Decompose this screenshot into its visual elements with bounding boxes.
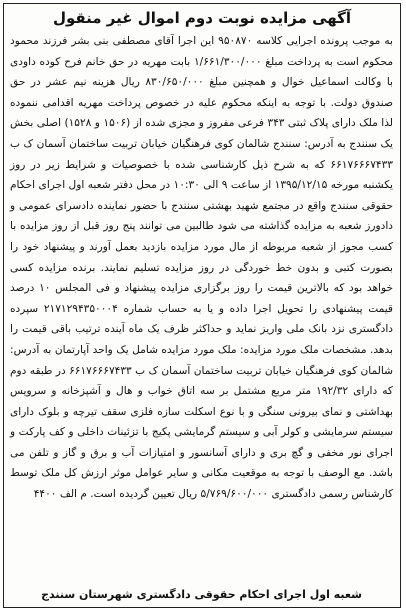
notice-title: آگهی مزایده نوبت دوم اموال غیر منقول <box>52 9 352 27</box>
auction-notice <box>3 3 401 608</box>
notice-paragraph: به موجب پرونده اجرایی کلاسه ۹۵۰۸۷۰ این اجرا آقای مصطفی بنی بشر فرزند محمود محکوم است به پرداخت مبلغ ۱/۶۶۱/۳۰۰/۰۰۰ بابت مهریه در حق خانم فرح کوده داودی با وکالت اسماعیل خوال و همچنین مبلغ ۸۳۰/۶۵۰/۰۰۰ ریال هزینه نیم عشر در حق صندوق دولت. با توجه به اینکه محکوم علیه در خصوص پرداخت مهریه اقدامی ننموده لذا ملک دارای پلاک ثبتی ۳۴۳ فرعی مفروز و مجزی شده از (۱۵۰۶ و ۱۵۲۸) اصلی بخش یک سنندج به آدرس: سنندج شالمان کوی فرهنگیان خیابان تربیت ساختمان آسمان ک ب ۶۶۱۷۶۶۶۷۴۳۳ که به شرح ذیل کارشناسی شده با خصوصیات و شرایط زیر در روز یکشنبه مورخه ۱۳۹۵/۱۲/۱۵ از ساعت ۹ الی ۱۰:۳۰ در محل دفتر شعبه اول اجرای احکام حقوقی سنندج واقع در مجتمع شهید بهشتی سنندج با حضور نماینده دادسرای عمومی و دادورز شعبه به مزایده گذاشته می شود طالبین می توانند پنج روز قبل از روز مزایده با کسب مجوز از شعبه مربوطه از مال مورد مزایده بازدید بعمل آورند و پیشنهاد خود را بصورت کتبی و بدون خط خوردگی در روز مزایده تسلیم نمایند. برنده مزایده کسی خواهد بود که بالاترین قیمت را روز برگزاری مزایده پیشنهاد و فی المجلس ۱۰ درصد قیمت پیشنهادی را تحویل اجرا داده و یا به حساب شماره ۲۱۷۱۲۹۴۳۵۰۰۰۴ سپرده دادگستری نزد بانک ملی واریز نماید و حداکثر ظرف یک ماه آینده ترتیب باقی قیمت را بدهد. مشخصات ملک مورد مزایده: ملک مورد مزایده شامل یک واحد آپارتمان به آدرس: شالمان کوی فرهنگیان خیابان تربیت ساختمان آسمان ک ب ۶۶۱۷۶۶۶۷۴۳۳ در طبقه دوم که دارای ۱۹۲/۳۲ متر مربع مشتمل بر سه اتاق خواب و هال و آشپزخانه و سرویس بهداشتی و نمای بیرونی سنگی و با نوع اسکلت سازه فلزی سقف تیرچه و بلوک دارای سیستم سرمایشی و کولر آبی و سیستم گرمایشی پکیج با تزئینات داخلی و کف پارکت و اجرای نور مخفی و گچ بری و دارای آسانسور و امتیازات آب و برق و گاز و تلفن می باشد. مع الوصف با توجه به موقعیت مکانی و سایر عوامل موثر ارزش کل ملک توسط کارشناس رسمی دادگستری ۵/۷۶۹/۶۰۰/۰۰۰ ریال تعیین گردیده است. م الف ۴۴۰۰ <box>10 35 394 501</box>
notice-body <box>10 31 393 505</box>
notice-footer: شعبه اول اجرای احکام حقوقی دادگستری شهرستان سنندج <box>41 588 362 601</box>
